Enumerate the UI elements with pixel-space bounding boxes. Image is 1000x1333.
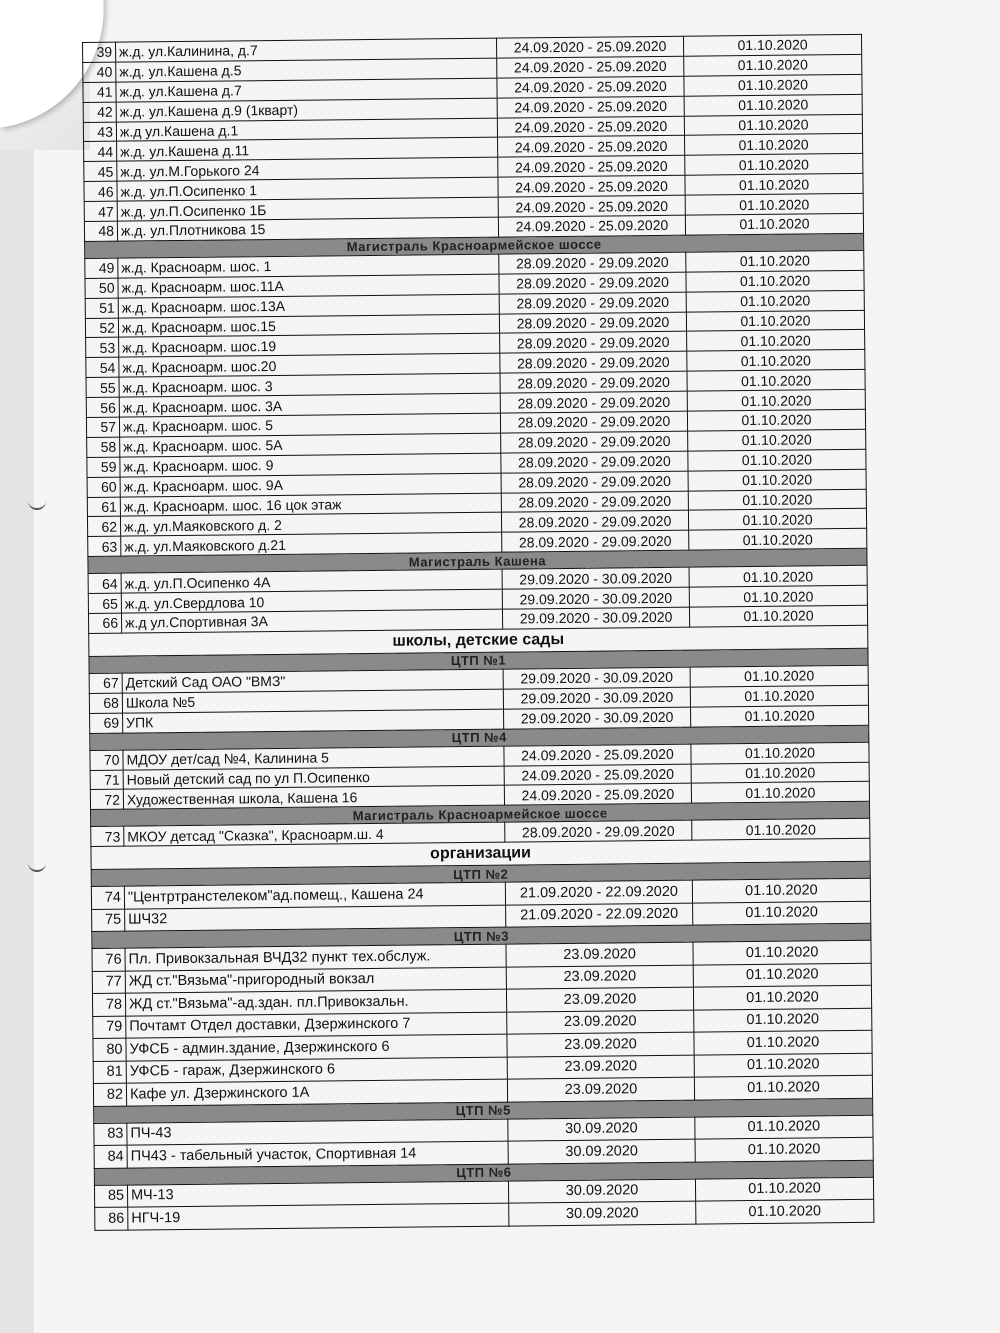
completion-date: 01.10.2020 bbox=[685, 213, 863, 235]
object-name: ж.д. ул.Кашена д.7 bbox=[116, 78, 497, 102]
row-number: 42 bbox=[83, 102, 116, 122]
completion-date: 01.10.2020 bbox=[687, 370, 865, 392]
completion-date: 01.10.2020 bbox=[686, 250, 864, 272]
completion-date: 01.10.2020 bbox=[685, 134, 863, 156]
object-name: ж.д. ул.Кашена д.9 (1кварт) bbox=[116, 98, 497, 122]
shutdown-period: 29.09.2020 - 30.09.2020 bbox=[502, 587, 689, 609]
binder-hole-mark bbox=[28, 862, 46, 872]
shutdown-period: 23.09.2020 bbox=[507, 1077, 694, 1101]
object-name: Детский Сад ОАО "ВМЗ" bbox=[122, 669, 503, 693]
row-number: 77 bbox=[92, 971, 125, 994]
shutdown-period: 28.09.2020 - 29.09.2020 bbox=[499, 252, 686, 274]
object-name: МДОУ дет/сад №4, Калинина 5 bbox=[123, 746, 504, 770]
object-name: ж.д. ул.М.Горького 24 bbox=[117, 157, 498, 181]
row-number: 67 bbox=[89, 673, 122, 693]
completion-date: 01.10.2020 bbox=[685, 193, 863, 215]
shutdown-period: 28.09.2020 - 29.09.2020 bbox=[500, 352, 687, 374]
row-number: 60 bbox=[87, 477, 120, 497]
completion-date: 01.10.2020 bbox=[686, 310, 864, 332]
object-name: НГЧ-19 bbox=[128, 1203, 509, 1229]
completion-date: 01.10.2020 bbox=[696, 1199, 874, 1223]
shutdown-period: 28.09.2020 - 29.09.2020 bbox=[500, 332, 687, 354]
completion-date: 01.10.2020 bbox=[691, 742, 869, 764]
shutdown-period: 23.09.2020 bbox=[506, 987, 693, 1011]
row-number: 63 bbox=[88, 536, 121, 556]
row-number: 52 bbox=[85, 318, 118, 338]
section-header: ЦТП №6 bbox=[94, 1160, 873, 1185]
row-number: 55 bbox=[86, 377, 119, 397]
completion-date: 01.10.2020 bbox=[691, 762, 869, 784]
object-name: УФСБ - гараж, Дзержинского 6 bbox=[126, 1057, 507, 1083]
shutdown-period: 28.09.2020 - 29.09.2020 bbox=[501, 511, 688, 533]
completion-date: 01.10.2020 bbox=[688, 469, 866, 491]
completion-date: 01.10.2020 bbox=[690, 705, 868, 727]
row-number: 47 bbox=[84, 201, 117, 221]
row-number: 79 bbox=[93, 1016, 126, 1039]
section-header: Магистраль Красноармейское шоссе bbox=[91, 802, 870, 827]
shutdown-period: 28.09.2020 - 29.09.2020 bbox=[500, 391, 687, 413]
object-name: ж.д. ул.П.Осипенко 4А bbox=[121, 569, 502, 593]
completion-date: 01.10.2020 bbox=[684, 74, 862, 96]
shutdown-period: 28.09.2020 - 29.09.2020 bbox=[500, 411, 687, 433]
completion-date: 01.10.2020 bbox=[687, 389, 865, 411]
object-name: ж.д. ул.Калинина, д.7 bbox=[116, 38, 497, 62]
object-name: ШЧ32 bbox=[125, 905, 506, 931]
completion-date: 01.10.2020 bbox=[687, 409, 865, 431]
row-number: 83 bbox=[94, 1123, 127, 1146]
object-name: ж.д. ул.Свердлова 10 bbox=[121, 589, 502, 613]
row-number: 85 bbox=[94, 1185, 127, 1208]
completion-date: 01.10.2020 bbox=[695, 1177, 873, 1201]
object-name: Кафе ул. Дзержинского 1А bbox=[126, 1079, 507, 1105]
completion-date: 01.10.2020 bbox=[690, 665, 868, 687]
object-name: ж.д. ул.Плотникова 15 bbox=[117, 217, 498, 241]
object-name: ж.д. Красноарм. шос. 1 bbox=[118, 254, 499, 278]
completion-date: 01.10.2020 bbox=[691, 782, 869, 804]
object-name: МЧ-13 bbox=[127, 1181, 508, 1207]
completion-date: 01.10.2020 bbox=[683, 34, 861, 56]
completion-date: 01.10.2020 bbox=[684, 54, 862, 76]
row-number: 56 bbox=[86, 397, 119, 417]
completion-date: 01.10.2020 bbox=[687, 350, 865, 372]
shutdown-period: 29.09.2020 - 30.09.2020 bbox=[503, 667, 690, 689]
completion-date: 01.10.2020 bbox=[689, 529, 867, 551]
shutdown-period: 24.09.2020 - 25.09.2020 bbox=[498, 215, 685, 237]
row-number: 39 bbox=[83, 42, 116, 62]
row-number: 40 bbox=[83, 62, 116, 82]
object-name: Почтамт Отдел доставки, Дзержинского 7 bbox=[126, 1012, 507, 1038]
object-name: Новый детский сад по ул П.Осипенко bbox=[123, 766, 504, 790]
completion-date: 01.10.2020 bbox=[693, 940, 871, 964]
shutdown-period: 28.09.2020 - 29.09.2020 bbox=[499, 272, 686, 294]
object-name: ПЧ-43 bbox=[127, 1119, 508, 1145]
shutdown-period: 29.09.2020 - 30.09.2020 bbox=[504, 707, 691, 729]
row-number: 46 bbox=[84, 181, 117, 201]
row-number: 69 bbox=[90, 713, 123, 733]
row-number: 86 bbox=[95, 1207, 128, 1230]
row-number: 51 bbox=[85, 298, 118, 318]
completion-date: 01.10.2020 bbox=[694, 1075, 872, 1099]
completion-date: 01.10.2020 bbox=[695, 1115, 873, 1139]
completion-date: 01.10.2020 bbox=[690, 685, 868, 707]
object-name: ж.д. Красноарм. шос. 5А bbox=[120, 433, 501, 457]
object-name: ж.д. Красноарм. шос.11А bbox=[118, 274, 499, 298]
object-name: ПЧ43 - табельный участок, Спортивная 14 bbox=[127, 1141, 508, 1167]
row-number: 84 bbox=[94, 1145, 127, 1168]
completion-date: 01.10.2020 bbox=[688, 449, 866, 471]
row-number: 59 bbox=[87, 457, 120, 477]
row-number: 43 bbox=[83, 122, 116, 142]
completion-date: 01.10.2020 bbox=[687, 330, 865, 352]
shutdown-period: 28.09.2020 - 29.09.2020 bbox=[501, 471, 688, 493]
shutdown-period: 23.09.2020 bbox=[506, 942, 693, 966]
binder-hole-mark bbox=[28, 500, 46, 510]
category-header: школы, детские сады bbox=[89, 625, 868, 656]
completion-date: 01.10.2020 bbox=[688, 509, 866, 531]
object-name: УФСБ - админ.здание, Дзержинского 6 bbox=[126, 1034, 507, 1060]
shutdown-period: 24.09.2020 - 25.09.2020 bbox=[504, 764, 691, 786]
completion-date: 01.10.2020 bbox=[685, 154, 863, 176]
row-number: 61 bbox=[87, 497, 120, 517]
object-name: ж.д. ул.Кашена д.11 bbox=[117, 138, 498, 162]
row-number: 57 bbox=[86, 417, 119, 437]
shutdown-period: 29.09.2020 - 30.09.2020 bbox=[503, 687, 690, 709]
completion-date: 01.10.2020 bbox=[692, 878, 870, 902]
completion-date: 01.10.2020 bbox=[692, 819, 870, 841]
shutdown-period: 30.09.2020 bbox=[508, 1117, 695, 1141]
schedule-table bbox=[82, 34, 874, 1231]
shutdown-period: 28.09.2020 - 29.09.2020 bbox=[501, 491, 688, 513]
object-name: ж.д. Красноарм. шос. 3А bbox=[119, 393, 500, 417]
object-name: ж.д. ул.П.Осипенко 1 bbox=[117, 177, 498, 201]
shutdown-period: 24.09.2020 - 25.09.2020 bbox=[498, 195, 685, 217]
object-name: ж.д. Красноарм. шос. 5 bbox=[119, 413, 500, 437]
row-number: 45 bbox=[84, 161, 117, 181]
completion-date: 01.10.2020 bbox=[689, 566, 867, 588]
schedule-document bbox=[82, 34, 874, 1231]
row-number: 80 bbox=[93, 1038, 126, 1061]
shutdown-period: 28.09.2020 - 29.09.2020 bbox=[500, 371, 687, 393]
row-number: 72 bbox=[90, 789, 123, 809]
section-header: ЦТП №5 bbox=[94, 1098, 873, 1123]
object-name: Школа №5 bbox=[122, 689, 503, 713]
completion-date: 01.10.2020 bbox=[686, 270, 864, 292]
object-name: ж.д. ул.Маяковского д. 2 bbox=[120, 513, 501, 537]
object-name: МКОУ детсад "Сказка", Красноарм.ш. 4 bbox=[124, 822, 505, 846]
row-number: 78 bbox=[92, 993, 125, 1016]
shutdown-period: 28.09.2020 - 29.09.2020 bbox=[502, 531, 689, 553]
shutdown-period: 24.09.2020 - 25.09.2020 bbox=[497, 116, 684, 138]
row-number: 48 bbox=[84, 221, 117, 241]
row-number: 64 bbox=[88, 573, 121, 593]
shutdown-period: 21.09.2020 - 22.09.2020 bbox=[505, 880, 692, 904]
completion-date: 01.10.2020 bbox=[693, 963, 871, 987]
object-name: ж.д. Красноарм. шос. 9 bbox=[120, 453, 501, 477]
shutdown-period: 23.09.2020 bbox=[506, 965, 693, 989]
shutdown-period: 24.09.2020 - 25.09.2020 bbox=[497, 56, 684, 78]
object-name: ж.д. Красноарм. шос. 3 bbox=[119, 373, 500, 397]
object-name: УПК bbox=[123, 709, 504, 733]
object-name: ж.д. Красноарм. шос.19 bbox=[119, 334, 500, 358]
row-number: 82 bbox=[93, 1083, 126, 1106]
object-name: ж.д. Красноарм. шос.15 bbox=[118, 314, 499, 338]
object-name: ЖД ст."Вязьма"-пригородный вокзал bbox=[125, 967, 506, 993]
shutdown-period: 24.09.2020 - 25.09.2020 bbox=[496, 36, 683, 58]
shutdown-period: 28.09.2020 - 29.09.2020 bbox=[501, 431, 688, 453]
shutdown-period: 24.09.2020 - 25.09.2020 bbox=[497, 76, 684, 98]
completion-date: 01.10.2020 bbox=[684, 114, 862, 136]
category-header: организации bbox=[91, 838, 870, 869]
shutdown-period: 24.09.2020 - 25.09.2020 bbox=[504, 784, 691, 806]
row-number: 68 bbox=[89, 693, 122, 713]
row-number: 74 bbox=[91, 886, 124, 909]
completion-date: 01.10.2020 bbox=[694, 1053, 872, 1077]
completion-date: 01.10.2020 bbox=[693, 901, 871, 925]
shutdown-period: 30.09.2020 bbox=[508, 1179, 695, 1203]
object-name: ж.д. Красноарм. шос.13А bbox=[118, 294, 499, 318]
row-number: 54 bbox=[86, 357, 119, 377]
completion-date: 01.10.2020 bbox=[688, 429, 866, 451]
row-number: 65 bbox=[88, 593, 121, 613]
section-header: Магистраль Кашена bbox=[88, 549, 867, 574]
row-number: 70 bbox=[90, 750, 123, 770]
row-number: 53 bbox=[86, 338, 119, 358]
completion-date: 01.10.2020 bbox=[686, 290, 864, 312]
shutdown-period: 28.09.2020 - 29.09.2020 bbox=[499, 312, 686, 334]
object-name: ж.д. ул.П.Осипенко 1Б bbox=[117, 197, 498, 221]
row-number: 44 bbox=[84, 142, 117, 162]
completion-date: 01.10.2020 bbox=[694, 1030, 872, 1054]
completion-date: 01.10.2020 bbox=[694, 1008, 872, 1032]
shutdown-period: 30.09.2020 bbox=[509, 1201, 696, 1225]
row-number: 58 bbox=[87, 437, 120, 457]
section-header: ЦТП №4 bbox=[90, 725, 869, 750]
section-header: ЦТП №2 bbox=[91, 861, 870, 886]
section-header: ЦТП №1 bbox=[89, 648, 868, 673]
object-name: ж.д. Красноарм. шос. 16 цок этаж bbox=[120, 493, 501, 517]
row-number: 71 bbox=[90, 770, 123, 790]
row-number: 76 bbox=[92, 948, 125, 971]
shutdown-period: 24.09.2020 - 25.09.2020 bbox=[498, 175, 685, 197]
object-name: ж.д. ул.Кашена д.5 bbox=[116, 58, 497, 82]
row-number: 81 bbox=[93, 1061, 126, 1084]
row-number: 66 bbox=[88, 613, 121, 633]
shutdown-period: 28.09.2020 - 29.09.2020 bbox=[505, 820, 692, 842]
completion-date: 01.10.2020 bbox=[693, 985, 871, 1009]
object-name: ж.д. Красноарм. шос.20 bbox=[119, 354, 500, 378]
row-number: 50 bbox=[85, 278, 118, 298]
shutdown-period: 30.09.2020 bbox=[508, 1139, 695, 1163]
shutdown-period: 29.09.2020 - 30.09.2020 bbox=[502, 607, 689, 629]
shutdown-period: 21.09.2020 - 22.09.2020 bbox=[506, 903, 693, 927]
completion-date: 01.10.2020 bbox=[685, 174, 863, 196]
shutdown-period: 23.09.2020 bbox=[507, 1010, 694, 1034]
completion-date: 01.10.2020 bbox=[684, 94, 862, 116]
object-name: ЖД ст."Вязьма"-ад.здан. пл.Привокзальн. bbox=[125, 989, 506, 1015]
shutdown-period: 29.09.2020 - 30.09.2020 bbox=[502, 567, 689, 589]
shutdown-period: 24.09.2020 - 25.09.2020 bbox=[498, 136, 685, 158]
shutdown-period: 24.09.2020 - 25.09.2020 bbox=[498, 156, 685, 178]
object-name: ж.д. Красноарм. шос. 9А bbox=[120, 473, 501, 497]
shutdown-period: 23.09.2020 bbox=[507, 1032, 694, 1056]
object-name: "Центртранстелеком"ад.помещ., Кашена 24 bbox=[124, 882, 505, 908]
object-name: ж.д. ул.Маяковского д.21 bbox=[121, 533, 502, 557]
shutdown-period: 28.09.2020 - 29.09.2020 bbox=[499, 292, 686, 314]
completion-date: 01.10.2020 bbox=[689, 585, 867, 607]
section-header: ЦТП №3 bbox=[92, 923, 871, 948]
shutdown-period: 28.09.2020 - 29.09.2020 bbox=[501, 451, 688, 473]
shutdown-period: 23.09.2020 bbox=[507, 1055, 694, 1079]
object-name: Художественная школа, Кашена 16 bbox=[123, 786, 504, 810]
completion-date: 01.10.2020 bbox=[688, 489, 866, 511]
shutdown-period: 24.09.2020 - 25.09.2020 bbox=[497, 96, 684, 118]
completion-date: 01.10.2020 bbox=[689, 605, 867, 627]
object-name: Пл. Привокзальная ВЧД32 пункт тех.обслуж. bbox=[125, 944, 506, 970]
row-number: 73 bbox=[91, 826, 124, 846]
section-header: Магистраль Красноармейское шоссе bbox=[85, 233, 864, 258]
row-number: 62 bbox=[87, 517, 120, 537]
object-name: ж.д ул.Спортивная 3А bbox=[121, 609, 502, 633]
row-number: 75 bbox=[92, 909, 125, 932]
object-name: ж.д ул.Кашена д.1 bbox=[116, 118, 497, 142]
shutdown-period: 24.09.2020 - 25.09.2020 bbox=[504, 744, 691, 766]
row-number: 41 bbox=[83, 82, 116, 102]
row-number: 49 bbox=[85, 258, 118, 278]
completion-date: 01.10.2020 bbox=[695, 1137, 873, 1161]
